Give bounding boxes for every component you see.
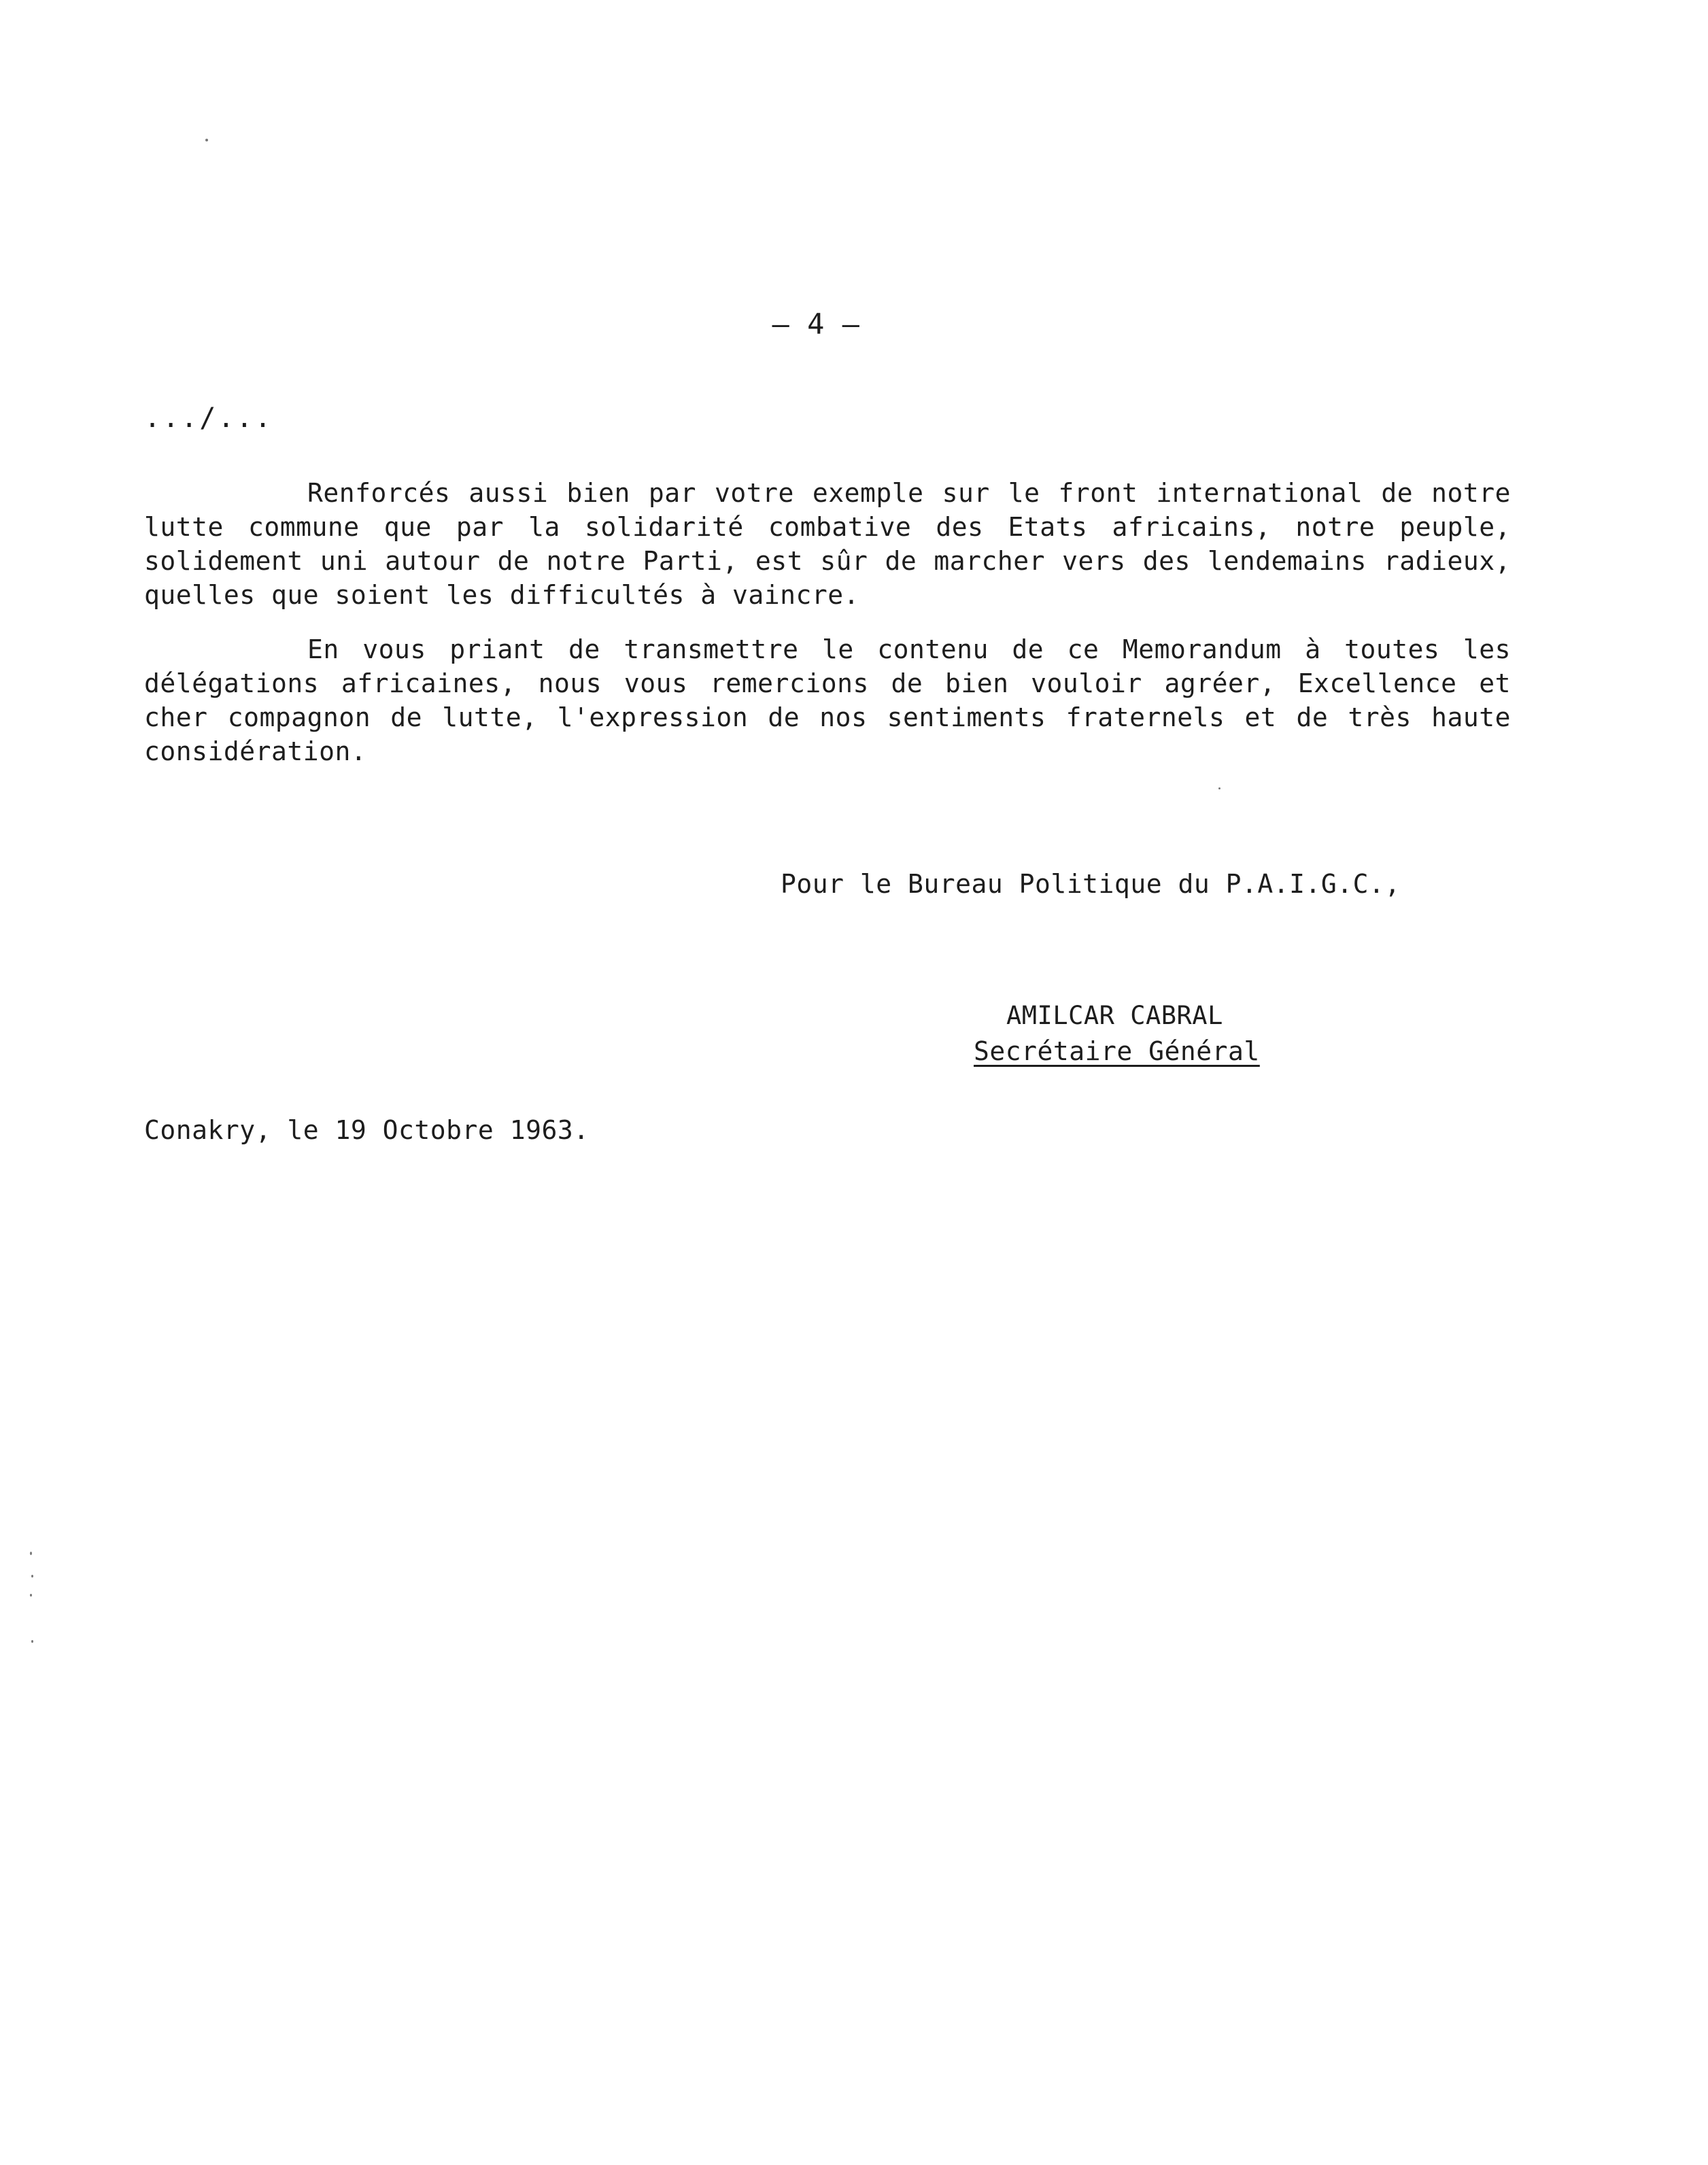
body-paragraph-1: Renforcés aussi bien par votre exemple sur le front international de notre lutte commune que par la solidarité combative des Etats africains, notre peuple, solidement uni autour de notre Parti, est sûr de marcher vers des lendemains radieux, quelles que soient les difficultés à vaincre. (144, 478, 1511, 610)
scan-speck (31, 1640, 33, 1643)
scan-speck (30, 1594, 32, 1597)
signatory-name: AMILCAR CABRAL (1006, 1001, 1223, 1030)
place-and-date: Conakry, le 19 Octobre 1963. (144, 1115, 590, 1145)
page-number: – 4 – (772, 307, 860, 341)
continuation-mark: .../... (144, 403, 273, 434)
closing-line: Pour le Bureau Politique du P.A.I.G.C., (781, 869, 1401, 899)
scan-speck (1218, 787, 1220, 789)
scan-speck (31, 1575, 33, 1578)
signatory-title: Secrétaire Général (974, 1036, 1260, 1066)
scan-speck (205, 139, 208, 141)
scan-speck (30, 1552, 32, 1555)
body-paragraph-2: En vous priant de transmettre le contenu de ce Memorandum à toutes les délégations africaines, nous vous remercions de bien vouloir agréer, Excellence et cher compagnon de lutte, l'expression de nos sentiments fraternels et de très haute considération. (144, 634, 1511, 766)
